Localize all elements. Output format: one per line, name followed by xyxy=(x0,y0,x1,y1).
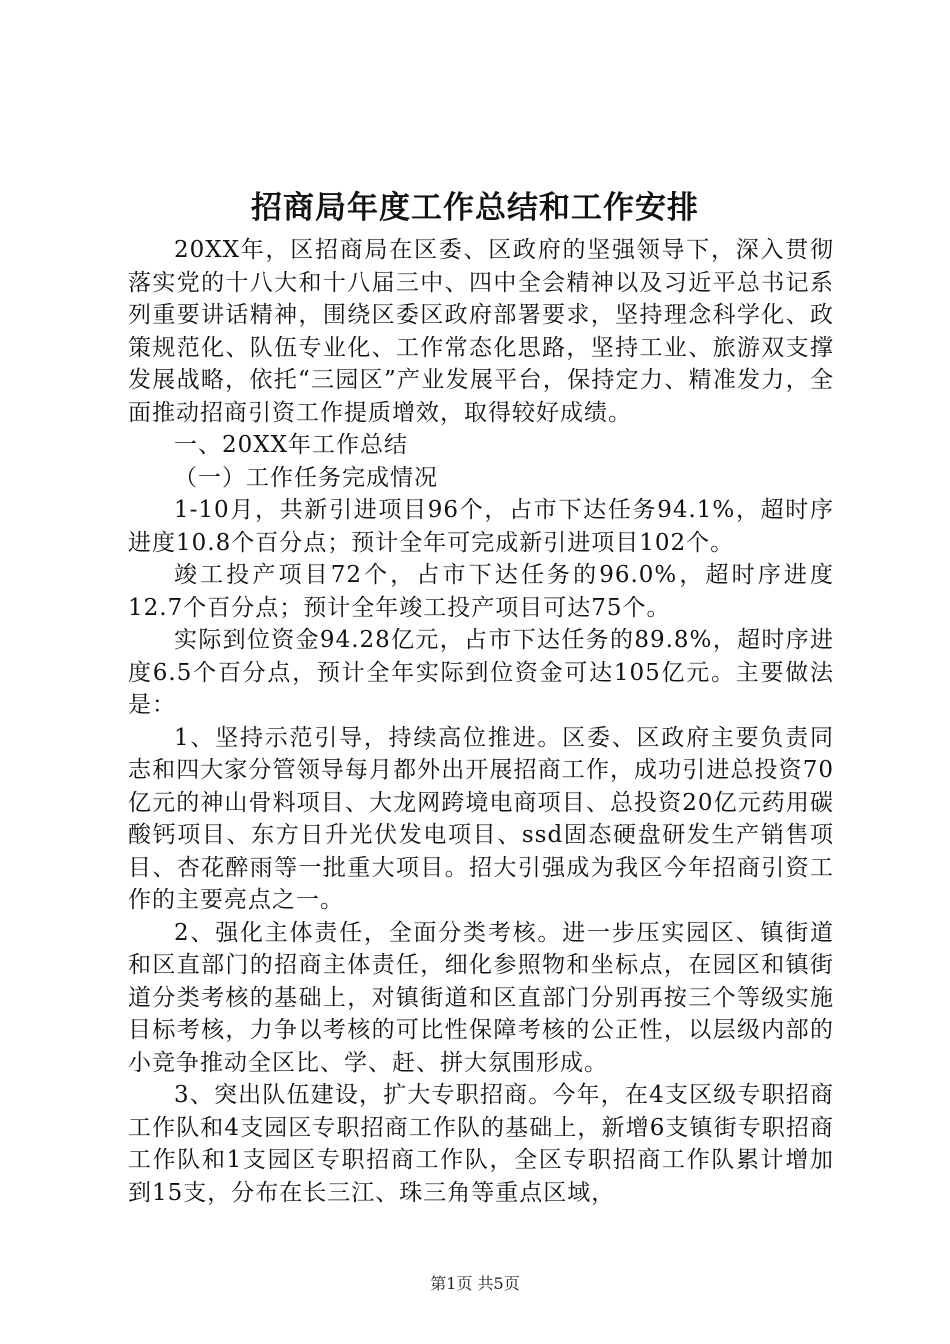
paragraph-measure-3: 3、突出队伍建设，扩大专职招商。今年，在4支区级专职招商工作队和4支园区专职招商工作队的基础上，新增6支镇街专职招商工作队和1支园区专职招商工作队，全区专职招商工作队累计增加到15支，分布在长三江、珠三角等重点区域， xyxy=(128,1082,834,1206)
page-footer: 第1页 共5页 xyxy=(430,1274,520,1293)
paragraph-measure-2: 2、强化主体责任，全面分类考核。进一步压实园区、镇街道和区直部门的招商主体责任，细化参照物和坐标点，在园区和镇街道分类考核的基础上，对镇街道和区直部门分别再按三个等级实施目标考核，力争以考核的可比性保障考核的公正性，以层级内部的小竞争推动全区比、学、赶、拼大氛围形成。 xyxy=(128,919,834,1076)
paragraph-completed-projects: 竣工投产项目72个，占市下达任务的96.0%，超时序进度12.7个百分点；预计全年竣工投产项目可达75个。 xyxy=(128,562,834,621)
section-heading: 一、20XX年工作总结 xyxy=(174,432,409,458)
paragraph-measure-1: 1、坚持示范引导，持续高位推进。区委、区政府主要负责同志和四大家分管领导每月都外出开展招商工作，成功引进总投资70亿元的神山骨料项目、大龙网跨境电商项目、总投资20亿元药用碳酸钙项目、东方日升光伏发电项目、ssd固态硬盘研发生产销售项目、杏花醉雨等一批重大项目。招大引强成为我区今年招商引资工作的主要亮点之一。 xyxy=(128,724,834,913)
document-body xyxy=(128,234,834,1209)
paragraph-intro: 20XX年，区招商局在区委、区政府的坚强领导下，深入贯彻落实党的十八大和十八届三中、四中全会精神以及习近平总书记系列重要讲话精神，围绕区委区政府部署要求，坚持理念科学化、政策规范化、队伍专业化、工作常态化思路，坚持工业、旅游双支撑发展战略，依托“三园区”产业发展平台，保持定力、精准发力，全面推动招商引资工作提质增效，取得较好成绩。 xyxy=(128,237,834,426)
paragraph-new-projects: 1-10月，共新引进项目96个，占市下达任务94.1%，超时序进度10.8个百分点；预计全年可完成新引进项目102个。 xyxy=(128,497,834,556)
paragraph-funds: 实际到位资金94.28亿元，占市下达任务的89.8%，超时序进度6.5个百分点，预计全年实际到位资金可达105亿元。主要做法是： xyxy=(128,627,834,718)
document-title: 招商局年度工作总结和工作安排 xyxy=(251,190,699,226)
subsection-heading: （一）工作任务完成情况 xyxy=(174,464,438,491)
